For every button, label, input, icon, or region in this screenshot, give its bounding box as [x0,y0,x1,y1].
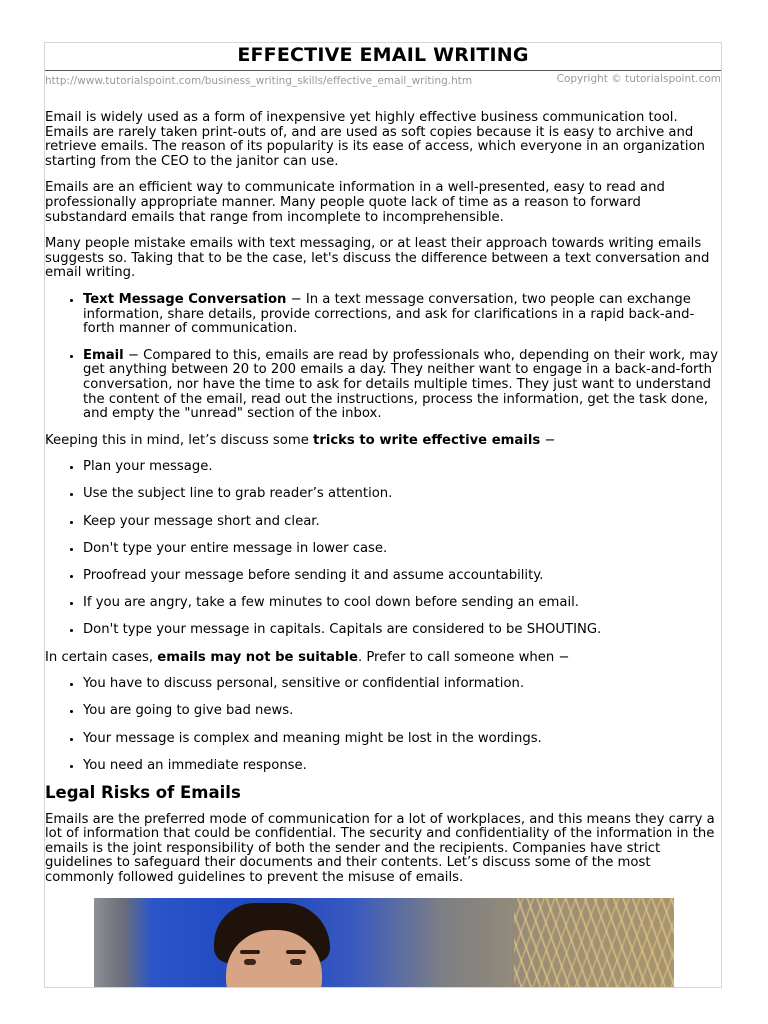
copyright-notice: Copyright © tutorialspoint.com [556,73,721,85]
tricks-list [45,460,721,638]
page-title: EFFECTIVE EMAIL WRITING [237,44,529,66]
list-item: • Plan your message. [83,460,721,475]
intro-paragraph-1: Email is widely used as a form of inexpensive yet highly effective business communication tool. Emails are rarely taken print-outs of, and are used as soft copies because it is easy to archive and retrieve emails. The reason of its popularity is its ease of access, which everyone in an organization starting from the CEO to the janitor can use. [45,110,706,169]
desc-text-message: − In a text message conversation, two people can exchange information, share details, provide corrections, and ask for clarifications in a rapid back-and-forth manner of communication. [83,291,695,337]
comparison-list [45,293,721,422]
photo-eye-right [290,959,302,965]
photo-brow-right [286,950,306,954]
tricks-intro [45,434,721,449]
list-item: • If you are angry, take a few minutes to cool down before sending an email. [83,596,721,611]
article-photo [94,898,674,988]
list-item: • Don't type your message in capitals. Capitals are considered to be SHOUTING. [83,623,721,638]
source-url[interactable]: http://www.tutorialspoint.com/business_writing_skills/effective_email_writing.htm [45,75,473,87]
unsuitable-list [45,677,721,773]
source-bar [45,71,721,89]
tricks-lead-end: − [540,432,556,448]
list-item: • You have to discuss personal, sensitive or confidential information. [83,677,721,692]
intro-paragraph-2: Emails are an efficient way to communicate information in a well-presented, easy to read and professionally appropriate manner. Many people quote lack of time as a reason to forward substandard emails that range from incomplete to incomprehensible. [45,180,665,225]
legal-paragraph-1: Emails are the preferred mode of communication for a lot of workplaces, and this means they carry a lot of information that could be confidential. The security and confidentiality of the information in the emails is the joint responsibility of both the sender and the recipients. Companies have strict guidelines to safeguard their documents and their contents. Let’s discuss some of the most commonly followed guidelines to prevent the misuse of emails. [45,811,715,885]
list-item: • Proofread your message before sending it and assume accountability. [83,569,721,584]
list-item: • Keep your message short and clear. [83,515,721,530]
term-text-message: Text Message Conversation [83,291,287,307]
document-page [44,42,722,988]
intro-paragraph-3: Many people mistake emails with text messaging, or at least their approach towards writing emails suggests so. Taking that to be the case, let's discuss the difference between a text conversation and email writing. [45,236,710,281]
list-item: • You are going to give bad news. [83,704,721,719]
unsuitable-intro [45,651,721,666]
list-item-text-message [83,293,721,337]
list-item: • Use the subject line to grab reader’s attention. [83,487,721,502]
unsuitable-lead: In certain cases, [45,649,158,665]
list-item: • Your message is complex and meaning might be lost in the wordings. [83,732,721,747]
list-item-email [83,349,721,422]
tricks-lead-bold: tricks to write effective emails [313,432,541,448]
photo-eye-left [244,959,256,965]
desc-email: − Compared to this, emails are read by professionals who, depending on their work, may get anything between 20 to 200 emails a day. They neither want to engage in a back-and-forth conversation, nor have the time to ask for details multiple times. They just want to understand the content of the email, read out the instructions, process the information, get the task done, and empty the "unread" section of the inbox. [83,347,719,422]
list-item: • Don't type your entire message in lower case. [83,542,721,557]
term-email: Email [83,347,124,363]
article-body [45,111,721,988]
unsuitable-lead-end: . Prefer to call someone when − [357,649,570,665]
tricks-lead: Keeping this in mind, let’s discuss some [45,432,314,448]
photo-brow-left [240,950,260,954]
list-item: • You need an immediate response. [83,759,721,774]
unsuitable-lead-bold: emails may not be suitable [157,649,358,665]
photo-dried-grass [514,898,674,988]
section-heading-legal-risks: Legal Risks of Emails [45,782,241,802]
